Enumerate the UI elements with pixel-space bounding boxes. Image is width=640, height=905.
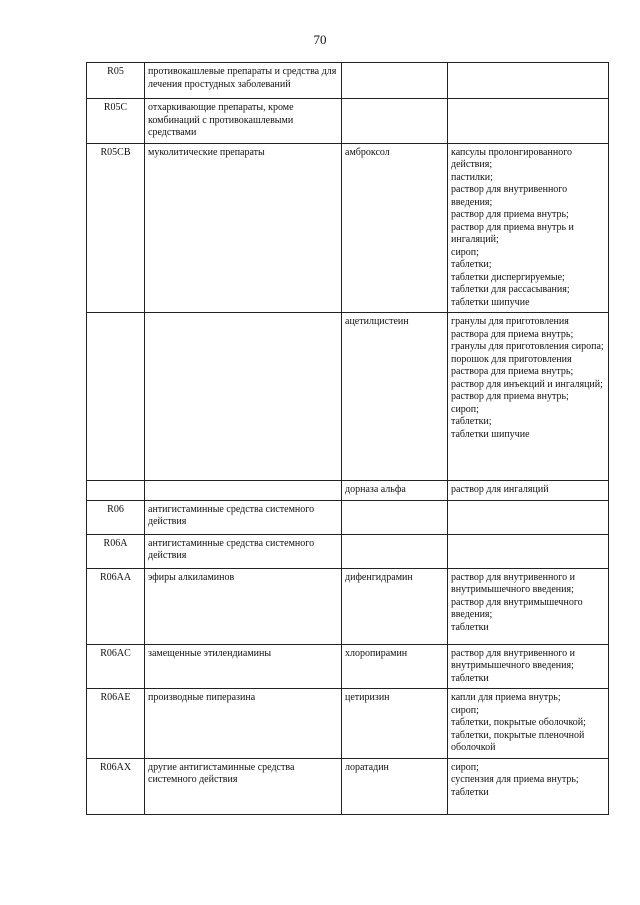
page-number: 70 [313, 32, 327, 47]
dosage-form-item: таблетки [451, 786, 489, 798]
dosage-form-item: пастилки; [451, 171, 493, 183]
dosage-form-item: сироп; [451, 403, 479, 415]
drug-table [86, 62, 609, 815]
dosage-forms-cell [448, 500, 609, 534]
dosage-form-item: сироп; [451, 704, 479, 716]
dosage-form-item: сироп; [451, 246, 479, 258]
dosage-form-item: раствор для ингаляций [451, 484, 549, 495]
drug-name-cell [342, 500, 448, 534]
drug-name-cell: амброксол [342, 143, 448, 313]
dosage-forms-cell [448, 689, 609, 759]
dosage-form-item: раствор для приема внутрь; [451, 209, 569, 220]
drug-name-cell: лоратадин [342, 758, 448, 814]
group-name-cell: отхаркивающие препараты, кроме комбинаций с противокашлевыми средствами [145, 99, 342, 144]
dosage-forms-cell [448, 99, 609, 144]
dosage-form-item: гранулы для приготовления сиропа; [451, 341, 604, 352]
table-row [87, 143, 609, 313]
atc-code-cell [87, 313, 145, 481]
dosage-forms-cell [448, 481, 609, 501]
atc-code-cell: R05CB [87, 143, 145, 313]
dosage-form-item: таблетки, покрытые оболочкой; [451, 717, 586, 728]
dosage-form-item: раствор для внутривенного и внутримышечного введения; [451, 647, 576, 671]
dosage-form-item: раствор для приема внутрь; [451, 391, 569, 402]
group-name-cell [145, 481, 342, 501]
atc-code-cell: R06 [87, 500, 145, 534]
table-row [87, 99, 609, 144]
drug-name-cell [342, 63, 448, 99]
dosage-form-item: порошок для приготовления раствора для приема внутрь; [451, 353, 574, 377]
dosage-form-item: раствор для внутримышечного введения; [451, 596, 583, 620]
dosage-forms-cell [448, 758, 609, 814]
drug-name-cell: цетиризин [342, 689, 448, 759]
dosage-form-item: таблетки для рассасывания; [451, 284, 570, 295]
atc-code-cell: R05 [87, 63, 145, 99]
table-row [87, 758, 609, 814]
group-name-cell [145, 313, 342, 481]
dosage-form-item: суспензия для приема внутрь; [451, 774, 579, 785]
atc-code-cell: R05C [87, 99, 145, 144]
atc-code-cell: R06AE [87, 689, 145, 759]
drug-name-cell: дифенгидрамин [342, 568, 448, 644]
group-name-cell: противокашлевые препараты и средства для лечения простудных заболеваний [145, 63, 342, 99]
drug-name-cell [342, 99, 448, 144]
dosage-form-item: таблетки, покрытые пленочной оболочкой [451, 729, 585, 753]
group-name-cell: антигистаминные средства системного действия [145, 534, 342, 568]
table-row [87, 313, 609, 481]
dosage-forms-cell [448, 143, 609, 313]
group-name-cell: другие антигистаминные средства системного действия [145, 758, 342, 814]
dosage-forms-cell [448, 313, 609, 481]
table-row [87, 63, 609, 99]
table-row [87, 644, 609, 689]
dosage-forms-cell [448, 534, 609, 568]
table-row [87, 481, 609, 501]
dosage-form-item: раствор для приема внутрь и ингаляций; [451, 221, 574, 245]
dosage-form-item: таблетки диспергируемые; [451, 271, 565, 283]
dosage-form-item: капсулы пролонгированного действия; [451, 146, 573, 170]
atc-code-cell: R06AX [87, 758, 145, 814]
table-row [87, 568, 609, 644]
dosage-forms-cell [448, 63, 609, 99]
dosage-form-item: таблетки; [451, 259, 492, 270]
dosage-form-item: раствор для инъекций и ингаляций; [451, 378, 603, 390]
group-name-cell: производные пиперазина [145, 689, 342, 759]
drug-name-cell: хлоропирамин [342, 644, 448, 689]
dosage-form-item: таблетки [451, 672, 489, 684]
drug-name-cell: ацетилцистеин [342, 313, 448, 481]
dosage-form-item: таблетки шипучие [451, 296, 530, 308]
group-name-cell: замещенные этилендиамины [145, 644, 342, 689]
drug-name-cell [342, 534, 448, 568]
dosage-form-item: гранулы для приготовления раствора для приема внутрь; [451, 316, 574, 340]
dosage-form-item: таблетки шипучие [451, 428, 530, 440]
dosage-form-item: сироп; [451, 761, 479, 773]
table-row [87, 500, 609, 534]
dosage-form-item: раствор для внутривенного введения; [451, 184, 568, 208]
table-row [87, 534, 609, 568]
drug-table-body [87, 63, 609, 815]
group-name-cell: муколитические препараты [145, 143, 342, 313]
dosage-form-item: таблетки [451, 621, 489, 633]
dosage-form-item: таблетки; [451, 416, 492, 427]
atc-code-cell: R06AC [87, 644, 145, 689]
atc-code-cell: R06AA [87, 568, 145, 644]
drug-name-cell: дорназа альфа [342, 481, 448, 501]
dosage-forms-cell [448, 568, 609, 644]
dosage-form-item: раствор для внутривенного и внутримышечного введения; [451, 571, 576, 595]
dosage-form-item: капли для приема внутрь; [451, 692, 561, 703]
group-name-cell: антигистаминные средства системного действия [145, 500, 342, 534]
table-row [87, 689, 609, 759]
dosage-forms-cell [448, 644, 609, 689]
atc-code-cell [87, 481, 145, 501]
group-name-cell: эфиры алкиламинов [145, 568, 342, 644]
atc-code-cell: R06A [87, 534, 145, 568]
